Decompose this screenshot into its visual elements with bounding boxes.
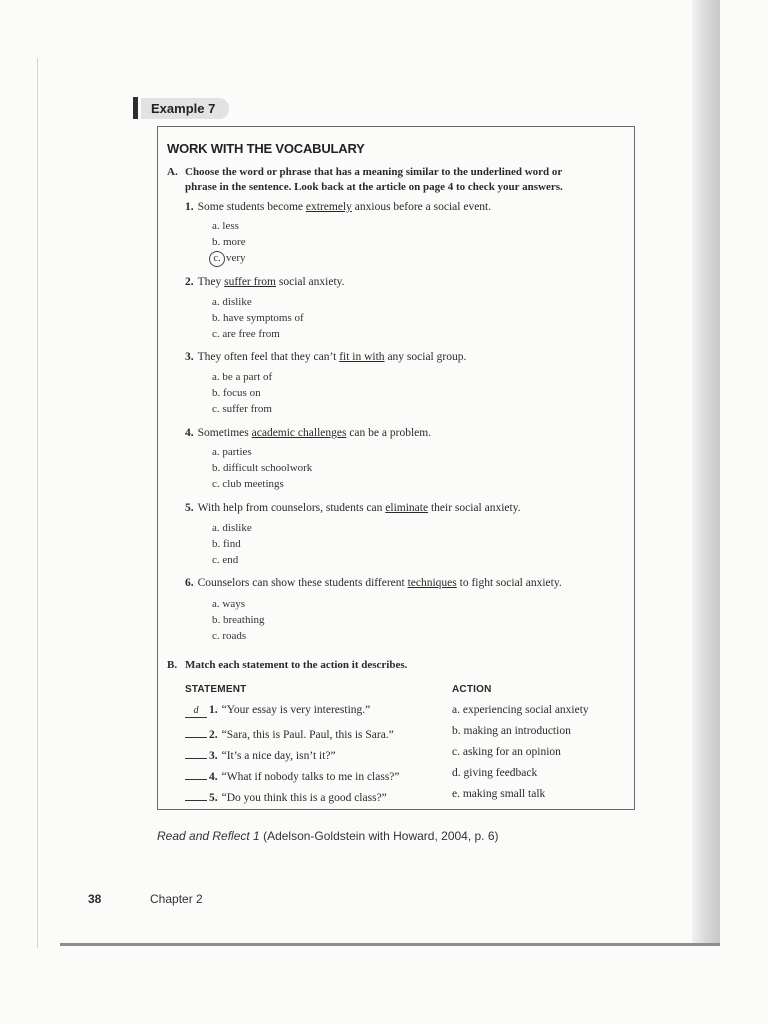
option-5c: c. end	[212, 554, 239, 566]
option-1c	[209, 251, 246, 267]
statement-row-5	[185, 788, 387, 804]
action-b: b. making an introduction	[452, 725, 571, 737]
option-6c: c. roads	[212, 630, 247, 642]
page-bottom-line	[60, 943, 720, 946]
statement-number: 3.	[209, 750, 218, 762]
question-text: can be a problem.	[346, 427, 432, 439]
section-title: WORK WITH THE VOCABULARY	[167, 141, 365, 156]
underlined-term: techniques	[407, 577, 457, 589]
underlined-term: eliminate	[385, 502, 429, 514]
option-2c: c. are free from	[212, 328, 280, 340]
caption-book-title: Read and Reflect 1	[157, 829, 260, 843]
answer-blank	[185, 725, 207, 738]
underlined-term: fit in with	[339, 351, 385, 363]
option-3c: c. suffer from	[212, 403, 272, 415]
option-6b: b. breathing	[212, 614, 265, 626]
statement-text: “Do you think this is a good class?”	[221, 792, 387, 804]
statement-text: “What if nobody talks to me in class?”	[221, 771, 400, 783]
example-header	[133, 97, 233, 119]
question-number: 1.	[185, 201, 194, 213]
statement-text: “Your essay is very interesting.”	[221, 704, 371, 716]
option-2b: b. have symptoms of	[212, 312, 304, 324]
page-edge-left	[37, 58, 38, 948]
chapter-label: Chapter 2	[150, 892, 203, 906]
statement-number: 5.	[209, 792, 218, 804]
action-d: d. giving feedback	[452, 767, 538, 779]
part-a-letter: A.	[167, 166, 178, 178]
answer-blank: d	[185, 705, 207, 718]
answer-blank	[185, 746, 207, 759]
answer-blank	[185, 788, 207, 801]
part-a-instruction-line2: phrase in the sentence. Look back at the article on page 4 to check your answers.	[185, 181, 563, 193]
option-1a: a. less	[212, 220, 239, 232]
underlined-term: suffer from	[224, 276, 276, 288]
source-caption	[157, 829, 499, 843]
part-a-instruction-line1: Choose the word or phrase that has a meaning similar to the underlined word or	[185, 166, 563, 178]
underlined-term: academic challenges	[251, 427, 347, 439]
question-number: 5.	[185, 502, 194, 514]
statement-number: 4.	[209, 771, 218, 783]
page-edge-right	[692, 0, 720, 946]
page-number: 38	[88, 892, 102, 906]
option-1b: b. more	[212, 236, 246, 248]
statement-row-2	[185, 725, 394, 741]
question-text: to fight social anxiety.	[456, 577, 562, 589]
question-3	[185, 351, 466, 363]
action-column-header: ACTION	[452, 684, 492, 695]
question-1	[185, 201, 491, 213]
question-text: any social group.	[384, 351, 467, 363]
question-text: social anxiety.	[275, 276, 345, 288]
circled-answer-mark: c.	[209, 251, 225, 267]
option-5a: a. dislike	[212, 522, 252, 534]
example-marker-bar	[133, 97, 138, 119]
statement-text: “It’s a nice day, isn’t it?”	[221, 750, 336, 762]
question-text: Sometimes	[197, 427, 252, 439]
option-2a: a. dislike	[212, 296, 252, 308]
option-text: very	[226, 252, 246, 264]
statement-row-3	[185, 746, 336, 762]
part-b-instruction: Match each statement to the action it describes.	[185, 659, 408, 671]
question-text: They	[197, 276, 225, 288]
statement-row-4	[185, 767, 400, 783]
option-5b: b. find	[212, 538, 241, 550]
question-number: 4.	[185, 427, 194, 439]
action-e: e. making small talk	[452, 788, 546, 800]
action-a: a. experiencing social anxiety	[452, 704, 589, 716]
option-4b: b. difficult schoolwork	[212, 462, 313, 474]
statement-text: “Sara, this is Paul. Paul, this is Sara.”	[221, 729, 394, 741]
option-4a: a. parties	[212, 446, 252, 458]
option-3b: b. focus on	[212, 387, 261, 399]
question-5	[185, 502, 521, 514]
example-label: Example 7	[141, 98, 229, 119]
question-6	[185, 577, 562, 589]
option-3a: a. be a part of	[212, 371, 273, 383]
option-4c: c. club meetings	[212, 478, 284, 490]
question-number: 6.	[185, 577, 194, 589]
question-text: Counselors can show these students different	[197, 577, 408, 589]
question-number: 2.	[185, 276, 194, 288]
underlined-term: extremely	[305, 201, 352, 213]
question-4	[185, 427, 431, 439]
statement-row-1	[185, 704, 370, 718]
question-text: They often feel that they can’t	[197, 351, 340, 363]
question-text: anxious before a social event.	[351, 201, 492, 213]
question-2	[185, 276, 345, 288]
statement-number: 1.	[209, 704, 218, 716]
question-text: Some students become	[197, 201, 306, 213]
answer-blank	[185, 767, 207, 780]
part-b-letter: B.	[167, 659, 178, 671]
question-text: their social anxiety.	[428, 502, 521, 514]
question-number: 3.	[185, 351, 194, 363]
caption-citation: (Adelson-Goldstein with Howard, 2004, p. 6)	[259, 829, 499, 843]
option-6a: a. ways	[212, 598, 245, 610]
statement-column-header: STATEMENT	[185, 684, 247, 695]
action-c: c. asking for an opinion	[452, 746, 561, 758]
question-text: With help from counselors, students can	[197, 502, 386, 514]
statement-number: 2.	[209, 729, 218, 741]
